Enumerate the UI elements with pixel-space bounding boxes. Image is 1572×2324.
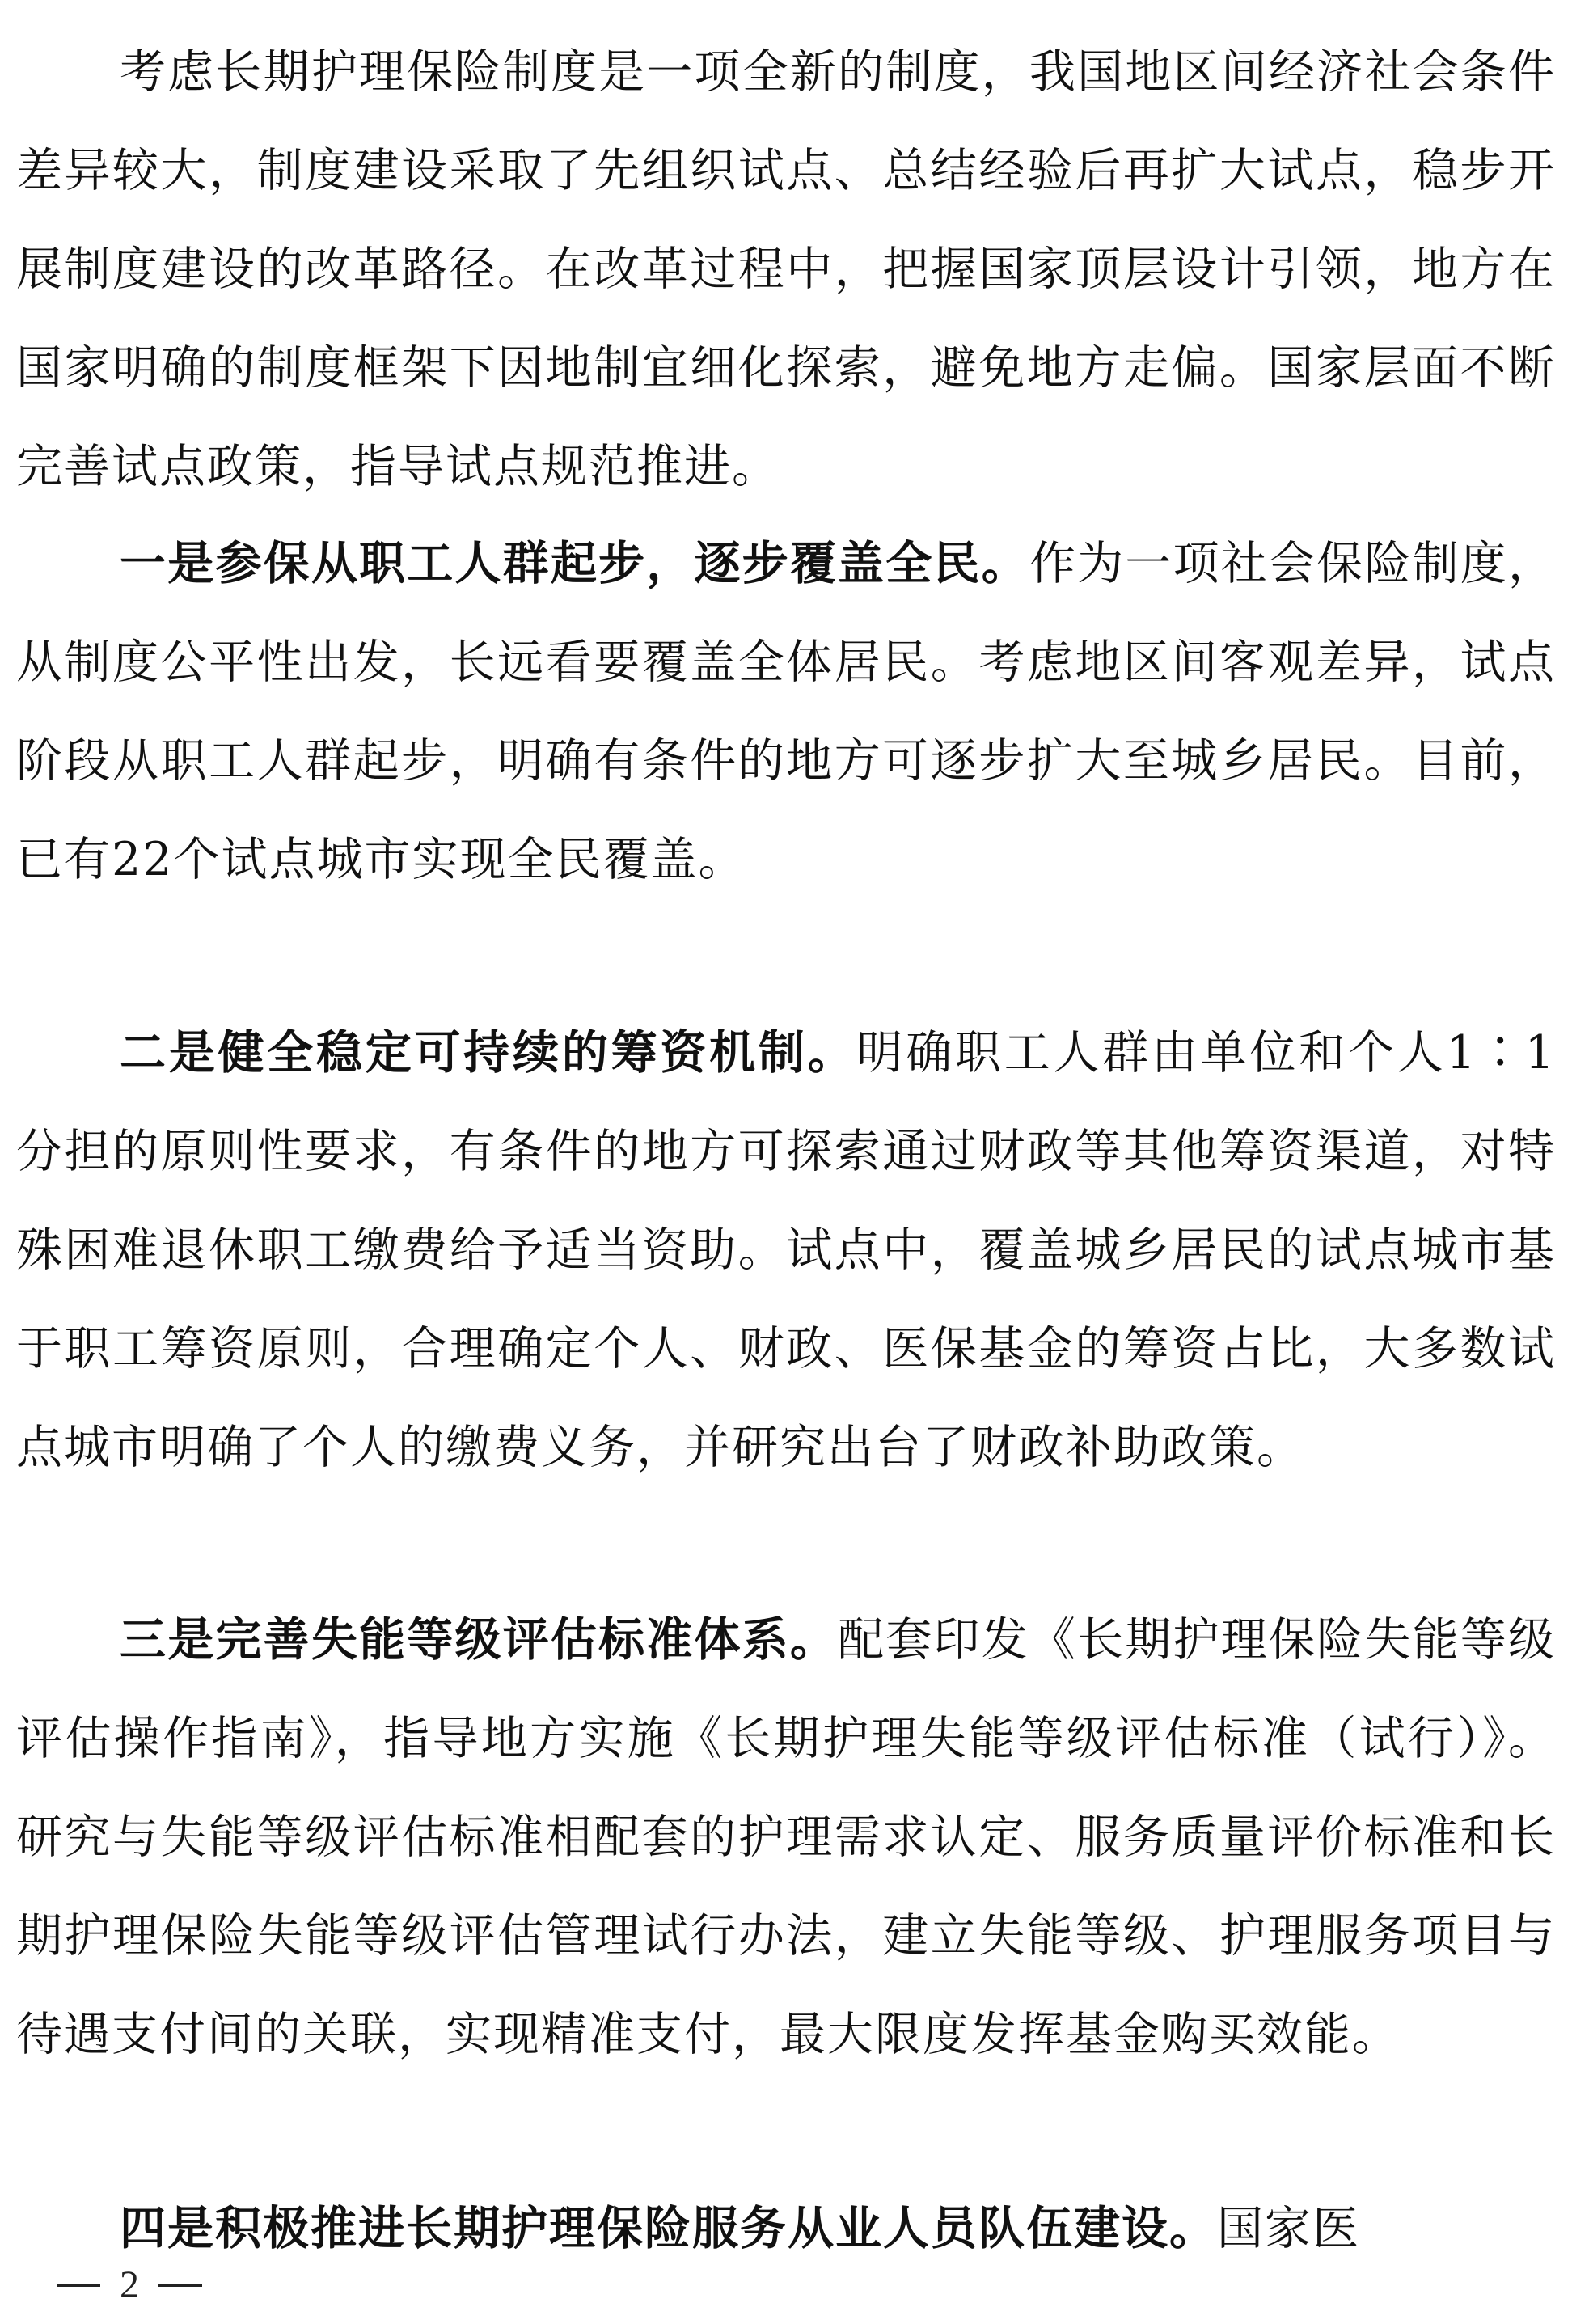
page-footer [57,2261,299,2309]
paragraph-intro [16,23,1556,516]
paragraph-lead: 三是完善失能等级评估标准体系。 [120,1612,839,1667]
paragraph-point-2 [16,1004,1556,1497]
paragraph-point-3 [16,1591,1556,2084]
paragraph-lead: 一是参保从职工人群起步，逐步覆盖全民。 [120,536,1029,590]
footer-right-dash [158,2284,202,2287]
paragraph-lead: 四是积极推进长期护理保险服务从业人员队伍建设。 [120,2201,1217,2255]
footer-left-dash [57,2284,100,2287]
paragraph-text: 作为一项社会保险制度，从制度公平性出发，长远看要覆盖全体居民。考虑地区间客观差异，试点阶段从职工人群起步，明确有条件的地方可逐步扩大至城乡居民。目前，已有22个试点城市实现全民覆盖。 [16,537,1557,886]
paragraph-text: 配套印发《长期护理保险失能等级评估操作指南》，指导地方实施《长期护理失能等级评估标准（试行）》。研究与失能等级评估标准相配套的护理需求认定、服务质量评价标准和长期护理保险失能等级评估管理试行办法，建立失能等级、护理服务项目与待遇支付间的关联，实现精准支付，最大限度发挥基金购买效能。 [16,1613,1557,2061]
paragraph-point-1 [16,514,1556,909]
page-number: 2 [120,2263,139,2306]
paragraph-lead: 二是健全稳定可持续的筹资机制。 [120,1025,857,1080]
paragraph-text: 国家医 [1217,2202,1360,2255]
paragraph-text: 考虑长期护理保险制度是一项全新的制度，我国地区间经济社会条件差异较大，制度建设采取了先组织试点、总结经验后再扩大试点，稳步开展制度建设的改革路径。在改革过程中，把握国家顶层设计引领，地方在国家明确的制度框架下因地制宜细化探索，避免地方走偏。国家层面不断完善试点政策，指导试点规范推进。 [16,45,1556,493]
paragraph-text: 明确职工人群由单位和个人1∶1分担的原则性要求，有条件的地方可探索通过财政等其他筹资渠道，对特殊困难退休职工缴费给予适当资助。试点中，覆盖城乡居民的试点城市基于职工筹资原则，合理确定个人、财政、医保基金的筹资占比，大多数试点城市明确了个人的缴费义务，并研究出台了财政补助政策。 [16,1026,1557,1474]
